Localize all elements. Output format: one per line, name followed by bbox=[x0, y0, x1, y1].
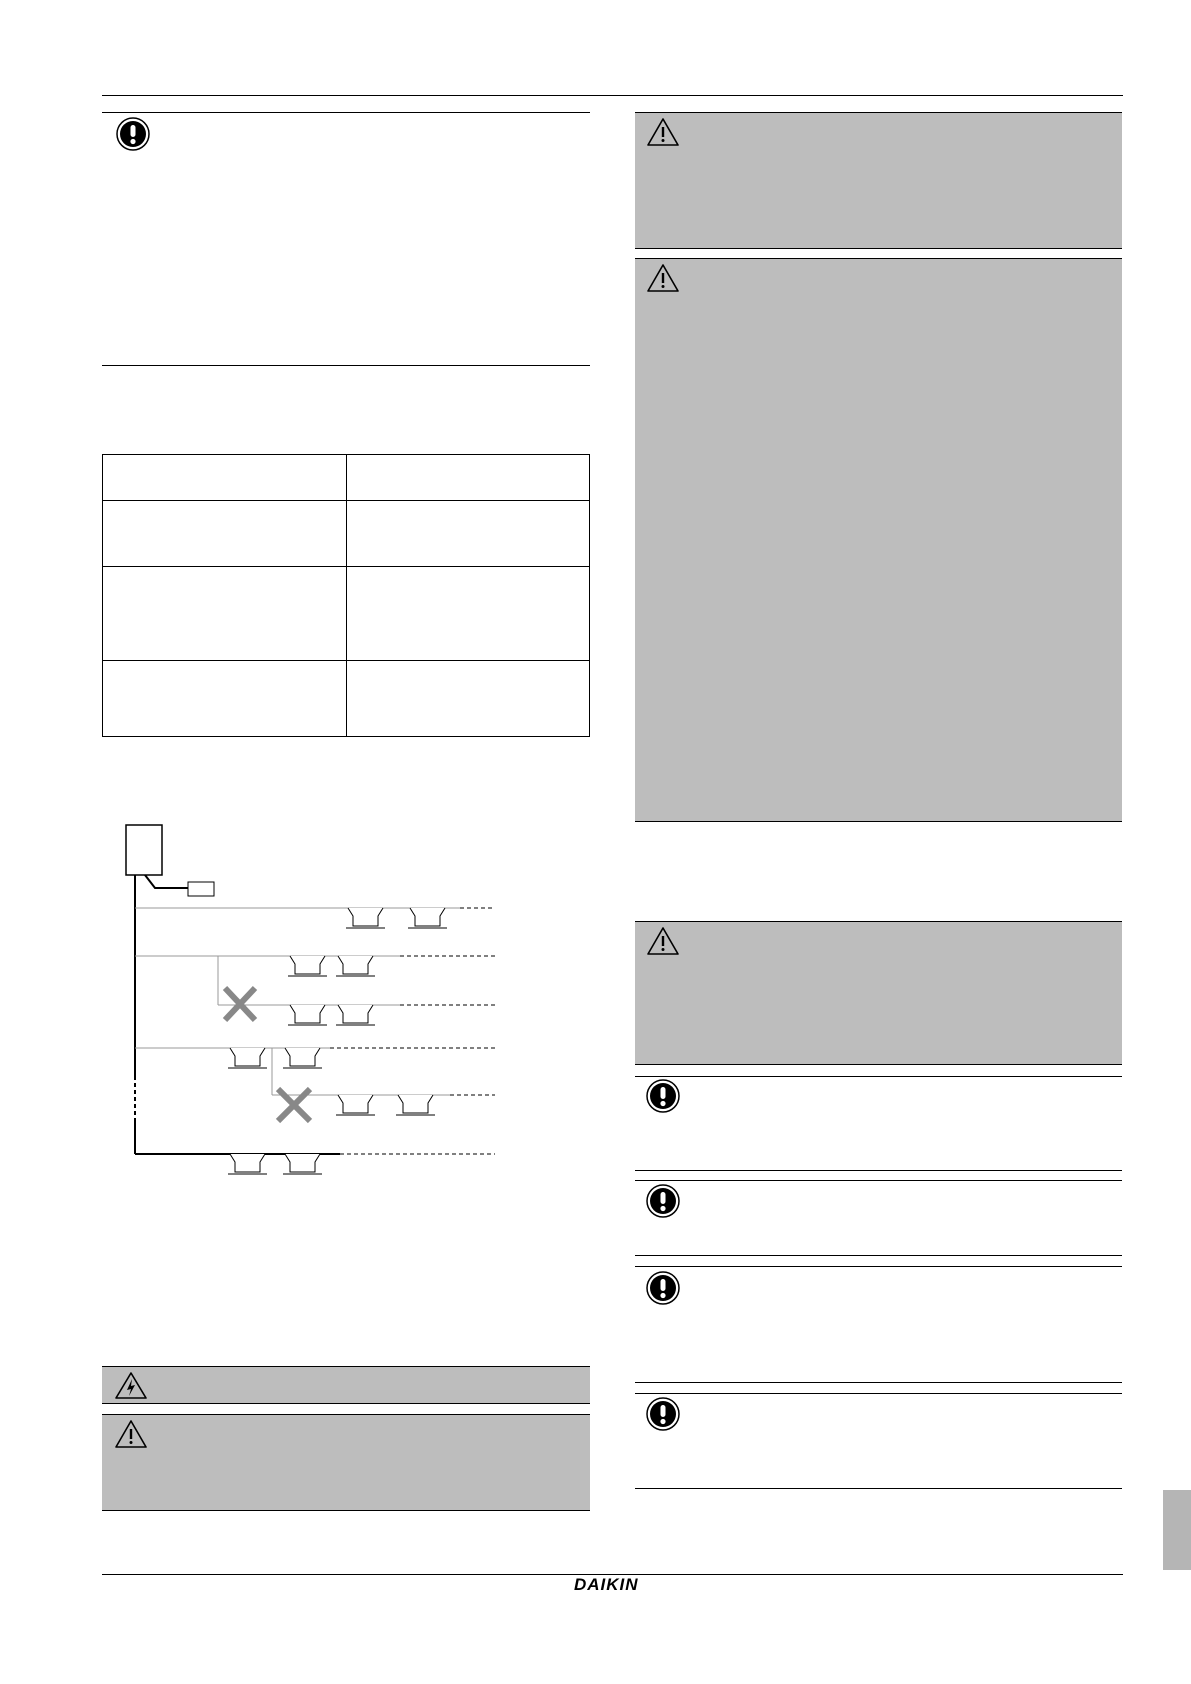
note-top-rule bbox=[635, 921, 1122, 922]
note-bottom-rule bbox=[635, 821, 1122, 822]
warning-triangle-icon bbox=[114, 1419, 148, 1449]
note-bottom-rule bbox=[635, 1064, 1122, 1065]
note-bottom-rule bbox=[635, 248, 1122, 249]
warning-triangle-icon bbox=[646, 263, 680, 293]
note-top-rule bbox=[635, 258, 1122, 259]
electric-hazard-note bbox=[102, 1366, 590, 1403]
note-bottom-rule bbox=[635, 1488, 1122, 1489]
note-bottom-rule bbox=[635, 1255, 1122, 1256]
note-bottom-rule bbox=[102, 1403, 590, 1404]
table-cell bbox=[347, 455, 590, 501]
brand-logo: DAIKIN bbox=[574, 1575, 639, 1594]
note-top-rule bbox=[635, 1266, 1122, 1267]
note-top-rule bbox=[102, 1414, 590, 1415]
exclamation-circle-icon bbox=[116, 117, 150, 151]
warning-note bbox=[635, 258, 1122, 821]
warning-triangle-icon bbox=[646, 926, 680, 956]
table-cell bbox=[347, 567, 590, 661]
exclamation-circle-icon bbox=[646, 1397, 680, 1431]
cross-mark-icon bbox=[225, 988, 255, 1020]
electric-hazard-icon bbox=[114, 1371, 148, 1400]
note-bottom-rule bbox=[635, 1170, 1122, 1171]
warning-note bbox=[102, 1414, 590, 1510]
exclamation-circle-icon bbox=[646, 1079, 680, 1113]
note-top-rule bbox=[635, 112, 1122, 113]
table-cell bbox=[347, 661, 590, 737]
note-bottom-rule bbox=[102, 365, 590, 366]
outdoor-unit bbox=[126, 825, 162, 875]
branch-wiring-diagram bbox=[100, 818, 500, 1188]
header-rule bbox=[102, 95, 1123, 96]
table-cell bbox=[103, 501, 347, 567]
cross-mark-icon bbox=[278, 1089, 310, 1121]
table-cell bbox=[103, 661, 347, 737]
requirements-table bbox=[102, 454, 590, 737]
note-bottom-rule bbox=[102, 1510, 590, 1511]
table-cell bbox=[347, 501, 590, 567]
note-top-rule bbox=[635, 1393, 1122, 1394]
chapter-side-tab bbox=[1163, 1490, 1191, 1570]
note-top-rule bbox=[635, 1180, 1122, 1181]
note-top-rule bbox=[102, 1366, 590, 1367]
table-cell bbox=[103, 455, 347, 501]
note-bottom-rule bbox=[635, 1382, 1122, 1383]
table-cell bbox=[103, 567, 347, 661]
warning-triangle-icon bbox=[646, 117, 680, 147]
note-top-rule bbox=[635, 1076, 1122, 1077]
warning-note bbox=[635, 112, 1122, 248]
exclamation-circle-icon bbox=[646, 1184, 680, 1218]
note-top-rule bbox=[102, 112, 590, 113]
warning-note bbox=[635, 921, 1122, 1064]
exclamation-circle-icon bbox=[646, 1271, 680, 1305]
branch-selector-box bbox=[188, 882, 214, 896]
